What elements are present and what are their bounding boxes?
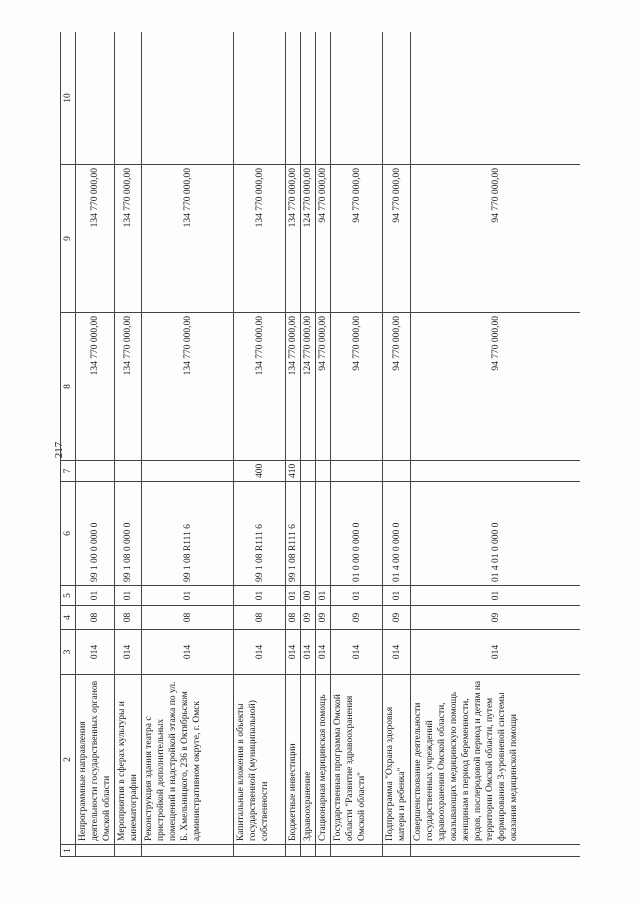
expense-type-cell: 400 xyxy=(234,461,286,482)
target-article-cell: 01 4 01 0 000 0 xyxy=(411,482,581,586)
target-article-cell: 99 1 08 R111 6 xyxy=(142,482,234,586)
header-row xyxy=(61,32,76,857)
amount-col8-cell: 124 770 000,00 xyxy=(301,313,316,461)
section-cell: 09 xyxy=(301,606,316,630)
expense-type-cell xyxy=(301,461,316,482)
expense-type-cell xyxy=(331,461,383,482)
col-header-5: 5 xyxy=(61,586,76,606)
item-name-cell: Капитальные вложения в объекты государственной (муниципальной) собственности xyxy=(234,675,286,845)
table-row xyxy=(115,32,142,857)
row-number-cell xyxy=(316,845,331,857)
section-cell: 08 xyxy=(286,606,301,630)
section-cell: 08 xyxy=(234,606,286,630)
subsection-cell: 01 xyxy=(142,586,234,606)
table-row xyxy=(331,32,383,857)
row-number-cell xyxy=(301,845,316,857)
item-name-cell: Подпрограмма "Охрана здоровья матери и ребенка" xyxy=(383,675,411,845)
row-number-cell xyxy=(411,845,581,857)
expense-type-cell xyxy=(316,461,331,482)
table-row xyxy=(316,32,331,857)
amount-col9-cell: 134 770 000,00 xyxy=(76,165,115,313)
row-number-cell xyxy=(142,845,234,857)
row-number-cell xyxy=(115,845,142,857)
col-header-6: 6 xyxy=(61,482,76,586)
item-name-cell: Непрограммные направления деятельности государственных органов Омской области xyxy=(76,675,115,845)
target-article-cell: 99 1 08 R111 6 xyxy=(234,482,286,586)
amount-col9-cell: 94 770 000,00 xyxy=(411,165,581,313)
grbs-cell: 014 xyxy=(331,630,383,675)
grbs-cell: 014 xyxy=(142,630,234,675)
col-header-1: 1 xyxy=(61,845,76,857)
col-header-2: 2 xyxy=(61,675,76,845)
item-name-cell: Совершенствование деятельности государственных учреждений здравоохранения Омской области, оказывающих медицинскую помощь женщинам в период беременности, родов, послеродовой период и детям на территории Омской области, путем формирования 3-уровневой системы оказания медицинской помощи xyxy=(411,675,581,845)
amount-col10-cell xyxy=(331,32,383,165)
subsection-cell: 01 xyxy=(234,586,286,606)
target-article-cell: 99 1 08 0 000 0 xyxy=(115,482,142,586)
amount-col8-cell: 134 770 000,00 xyxy=(115,313,142,461)
amount-col8-cell: 94 770 000,00 xyxy=(316,313,331,461)
col-header-10: 10 xyxy=(61,32,76,165)
col-header-4: 4 xyxy=(61,606,76,630)
grbs-cell: 014 xyxy=(76,630,115,675)
table-row xyxy=(286,32,301,857)
subsection-cell: 01 xyxy=(316,586,331,606)
budget-table xyxy=(60,32,580,857)
subsection-cell: 00 xyxy=(301,586,316,606)
item-name-cell: Здравоохранение xyxy=(301,675,316,845)
amount-col9-cell: 94 770 000,00 xyxy=(383,165,411,313)
expense-type-cell xyxy=(383,461,411,482)
grbs-cell: 014 xyxy=(411,630,581,675)
amount-col10-cell xyxy=(301,32,316,165)
amount-col9-cell: 124 770 000,00 xyxy=(301,165,316,313)
grbs-cell: 014 xyxy=(286,630,301,675)
item-name-cell: Стационарная медицинская помощь xyxy=(316,675,331,845)
row-number-cell xyxy=(286,845,301,857)
table-row xyxy=(411,32,581,857)
amount-col8-cell: 134 770 000,00 xyxy=(76,313,115,461)
expense-type-cell xyxy=(411,461,581,482)
grbs-cell: 014 xyxy=(383,630,411,675)
amount-col8-cell: 94 770 000,00 xyxy=(383,313,411,461)
section-cell: 08 xyxy=(115,606,142,630)
amount-col10-cell xyxy=(142,32,234,165)
target-article-cell: 01 4 00 0 000 0 xyxy=(383,482,411,586)
page-number: 217 xyxy=(53,441,65,459)
target-article-cell: 99 1 00 0 000 0 xyxy=(76,482,115,586)
amount-col10-cell xyxy=(286,32,301,165)
amount-col8-cell: 134 770 000,00 xyxy=(286,313,301,461)
amount-col9-cell: 134 770 000,00 xyxy=(234,165,286,313)
table-row xyxy=(142,32,234,857)
amount-col8-cell: 94 770 000,00 xyxy=(331,313,383,461)
section-cell: 09 xyxy=(383,606,411,630)
amount-col10-cell xyxy=(383,32,411,165)
amount-col8-cell: 134 770 000,00 xyxy=(142,313,234,461)
expense-type-cell xyxy=(142,461,234,482)
table-row xyxy=(301,32,316,857)
expense-type-cell xyxy=(115,461,142,482)
grbs-cell: 014 xyxy=(301,630,316,675)
section-cell: 08 xyxy=(76,606,115,630)
item-name-cell: Бюджетные инвестиции xyxy=(286,675,301,845)
target-article-cell xyxy=(301,482,316,586)
expense-type-cell: 410 xyxy=(286,461,301,482)
item-name-cell: Мероприятия в сферах культуры и кинематографии xyxy=(115,675,142,845)
amount-col10-cell xyxy=(234,32,286,165)
grbs-cell: 014 xyxy=(316,630,331,675)
row-number-cell xyxy=(234,845,286,857)
subsection-cell: 01 xyxy=(331,586,383,606)
col-header-9: 9 xyxy=(61,165,76,313)
amount-col8-cell: 94 770 000,00 xyxy=(411,313,581,461)
section-cell: 09 xyxy=(411,606,581,630)
target-article-cell xyxy=(316,482,331,586)
table-row xyxy=(76,32,115,857)
subsection-cell: 01 xyxy=(411,586,581,606)
section-cell: 09 xyxy=(316,606,331,630)
amount-col10-cell xyxy=(411,32,581,165)
amount-col8-cell: 134 770 000,00 xyxy=(234,313,286,461)
section-cell: 08 xyxy=(142,606,234,630)
col-header-8: 8 xyxy=(61,313,76,461)
item-name-cell: Государственная программа Омской области "Развитие здравоохранения Омской области" xyxy=(331,675,383,845)
target-article-cell: 01 0 00 0 000 0 xyxy=(331,482,383,586)
amount-col9-cell: 134 770 000,00 xyxy=(286,165,301,313)
col-header-7: 7 xyxy=(61,461,76,482)
amount-col10-cell xyxy=(76,32,115,165)
subsection-cell: 01 xyxy=(383,586,411,606)
grbs-cell: 014 xyxy=(234,630,286,675)
amount-col9-cell: 94 770 000,00 xyxy=(316,165,331,313)
subsection-cell: 01 xyxy=(115,586,142,606)
grbs-cell: 014 xyxy=(115,630,142,675)
table-row xyxy=(234,32,286,857)
item-name-cell: Реконструкция здания театра с пристройкой дополнительных помещений и надстройкой этажа по ул. Б. Хмельницкого, 236 в Октябрьском административном округе, г. Омск xyxy=(142,675,234,845)
rotated-table-wrapper xyxy=(60,32,580,857)
subsection-cell: 01 xyxy=(76,586,115,606)
document-table-frame xyxy=(60,32,580,857)
row-number-cell xyxy=(383,845,411,857)
amount-col9-cell: 94 770 000,00 xyxy=(331,165,383,313)
subsection-cell: 01 xyxy=(286,586,301,606)
row-number-cell xyxy=(331,845,383,857)
section-cell: 09 xyxy=(331,606,383,630)
amount-col10-cell xyxy=(115,32,142,165)
row-number-cell xyxy=(76,845,115,857)
expense-type-cell xyxy=(76,461,115,482)
col-header-3: 3 xyxy=(61,630,76,675)
target-article-cell: 99 1 08 R111 6 xyxy=(286,482,301,586)
table-row xyxy=(383,32,411,857)
amount-col9-cell: 134 770 000,00 xyxy=(115,165,142,313)
amount-col9-cell: 134 770 000,00 xyxy=(142,165,234,313)
amount-col10-cell xyxy=(316,32,331,165)
